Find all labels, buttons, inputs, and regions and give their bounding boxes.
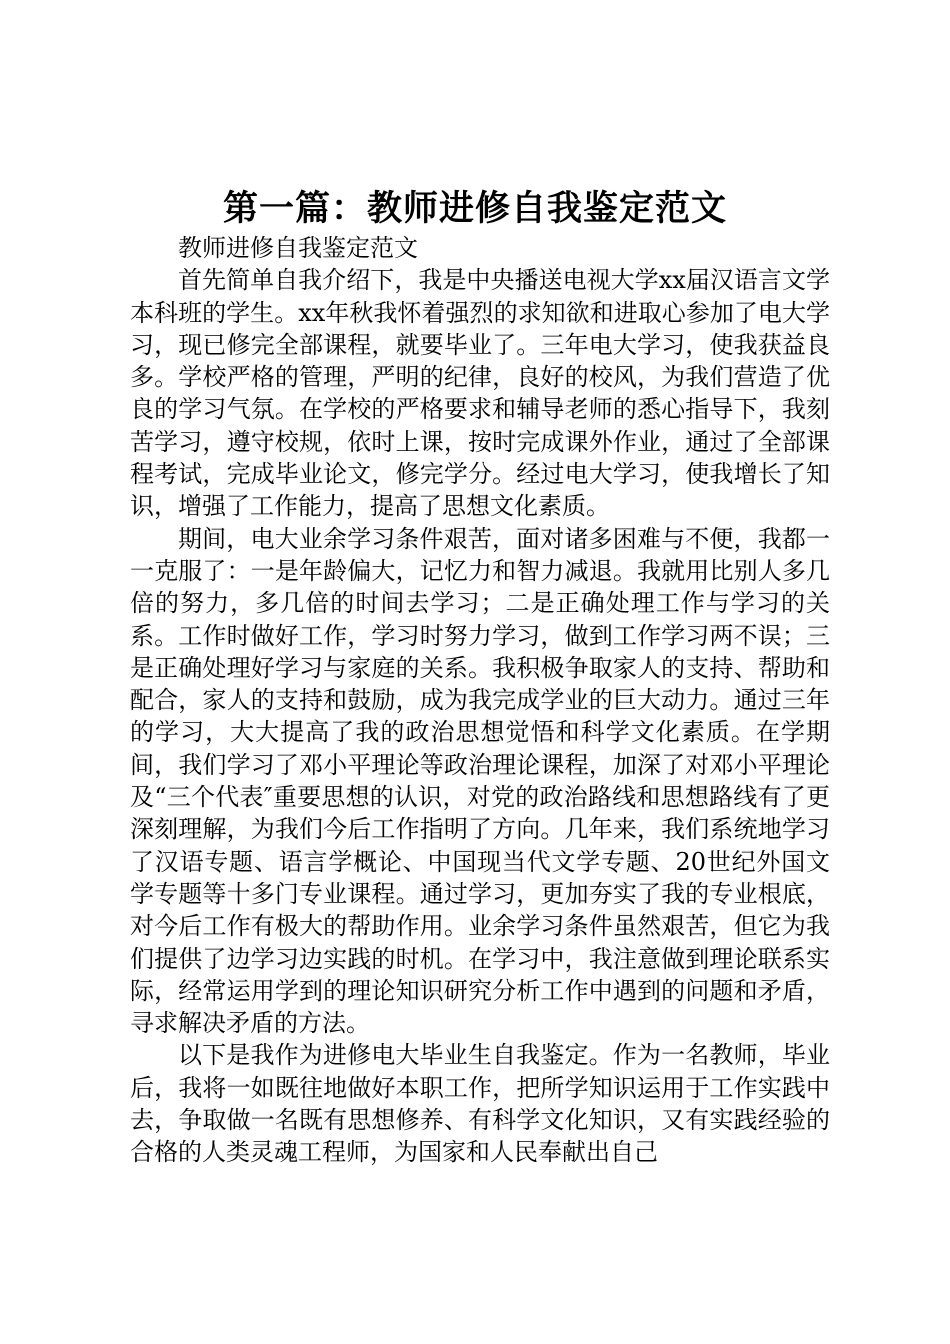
document-title: 第一篇：教师进修自我鉴定范文 [222,188,727,229]
document-body [130,232,830,1169]
paragraph-conclusion: 以下是我作为进修电大毕业生自我鉴定。作为一名教师，毕业后，我将一如既往地做好本职工作，把所学知识运用于工作实践中去，争取做一名既有思想修养、有科学文化知识，又有实践经验的合格的人类灵魂工程师，为国家和人民奉献出自己 [130,1041,830,1167]
paragraph-introduction: 首先简单自我介绍下，我是中央播送电视大学xx届汉语言文学本科班的学生。xx年秋我怀着强烈的求知欲和进取心参加了电大学习，现已修完全部课程，就要毕业了。三年电大学习，使我获益良多。学校严格的管理，严明的纪律，良好的校风，为我们营造了优良的学习气氛。在学校的严格要求和辅导老师的悉心指导下，我刻苦学习，遵守校规，依时上课，按时完成课外作业，通过了全部课程考试，完成毕业论文，修完学分。经过电大学习，使我增长了知识，增强了工作能力，提高了思想文化素质。 [130,266,830,521]
paragraph-difficulties: 期间，电大业余学习条件艰苦，面对诸多困难与不便，我都一一克服了：一是年龄偏大，记忆力和智力减退。我就用比别人多几倍的努力，多几倍的时间去学习；二是正确处理工作与学习的关系。工作时做好工作，学习时努力学习，做到工作学习两不误；三是正确处理好学习与家庭的关系。我积极争取家人的支持、帮助和配合，家人的支持和鼓励，成为我完成学业的巨大动力。通过三年的学习，大大提高了我的政治思想觉悟和科学文化素质。在学期间，我们学习了邓小平理论等政治理论课程，加深了对邓小平理论及“三个代表″重要思想的认识，对党的政治路线和思想路线有了更深刻理解，为我们今后工作指明了方向。几年来，我们系统地学习了汉语专题、语言学概论、中国现当代文学专题、20世纪外国文学专题等十多门专业课程。通过学习，更加夯实了我的专业根底，对今后工作有极大的帮助作用。业余学习条件虽然艰苦，但它为我们提供了边学习边实践的时机。在学习中，我注意做到理论联系实际，经常运用学到的理论知识研究分析工作中遇到的问题和矛盾，寻求解决矛盾的方法。 [130,524,830,1038]
paragraph-subtitle: 教师进修自我鉴定范文 [178,234,418,262]
